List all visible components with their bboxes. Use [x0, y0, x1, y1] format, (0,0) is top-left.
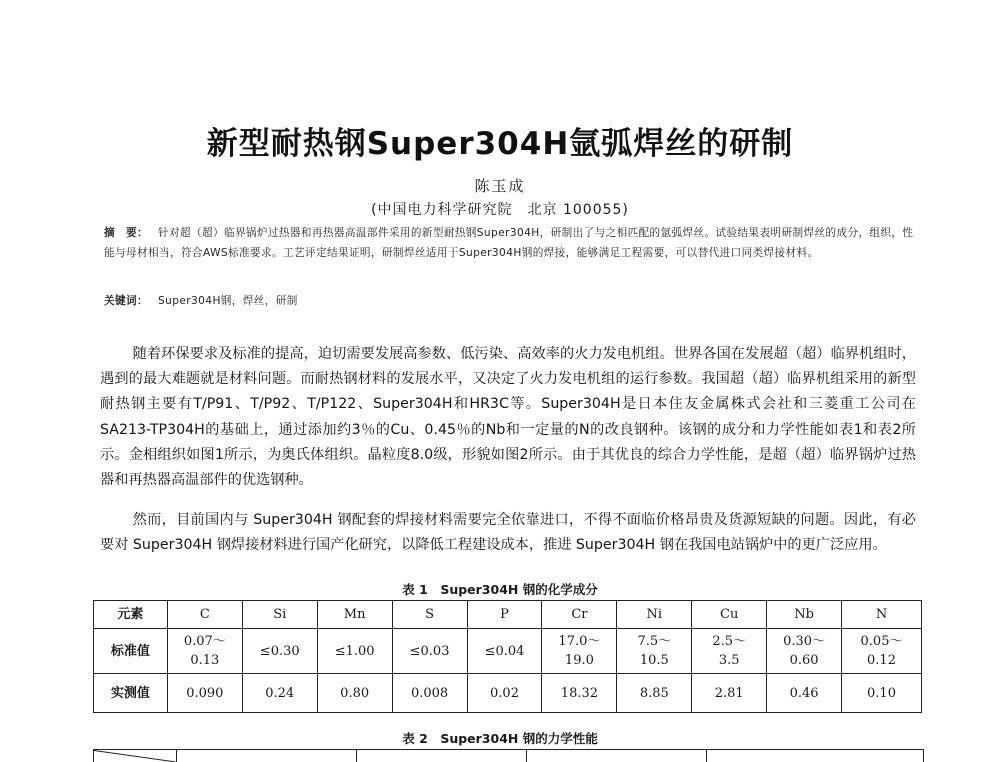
table1-caption: 表 1 Super304H 钢的化学成分	[402, 582, 598, 597]
table-diagonal-line	[94, 750, 175, 762]
cell-line: 7.5～	[637, 634, 672, 649]
header-cell: S	[392, 601, 467, 629]
cell-line: 2.5～	[712, 634, 747, 649]
table-cell: 18.32	[542, 674, 617, 713]
header-cell: 元素	[94, 601, 168, 629]
cell-line: 17.0～	[558, 634, 601, 649]
cell-line: 0.07～	[183, 634, 226, 649]
abstract-label: 摘 要：	[104, 227, 148, 239]
table-cell	[542, 629, 617, 674]
author-affiliation: (中国电力科学研究院 北京 100055)	[371, 202, 629, 218]
table-cell	[617, 629, 692, 674]
abstract	[104, 223, 916, 263]
table-cell	[692, 629, 767, 674]
body-paragraph-2	[100, 508, 916, 558]
table-cell: 0.80	[317, 674, 392, 713]
cell-line: 0.13	[190, 653, 220, 668]
table-cell	[167, 629, 242, 674]
body-paragraph-1	[100, 342, 916, 493]
table-cell	[842, 629, 922, 674]
table-cell: 0.008	[392, 674, 467, 713]
cell-line: 10.5	[639, 653, 669, 668]
keywords	[104, 291, 916, 311]
table-divider	[706, 750, 707, 762]
keywords-label: 关键词：	[104, 295, 148, 307]
cell-line: 3.5	[718, 653, 740, 668]
table-cell	[767, 629, 842, 674]
header-cell: N	[842, 601, 922, 629]
mechanical-properties-table-top	[93, 749, 924, 762]
header-cell: Si	[242, 601, 317, 629]
table-cell: 0.46	[767, 674, 842, 713]
table-cell: ≤0.03	[392, 629, 467, 674]
cell-line: 0.60	[789, 653, 819, 668]
chemical-composition-table	[93, 600, 922, 713]
table-cell: 8.85	[617, 674, 692, 713]
row-label: 标准值	[94, 629, 168, 674]
cell-line: 0.12	[867, 653, 896, 668]
table-row-measured	[94, 674, 922, 713]
cell-line: 19.0	[564, 653, 594, 668]
table-header-row	[94, 601, 922, 629]
table-row-standard	[94, 629, 922, 674]
table-cell: ≤0.04	[467, 629, 542, 674]
table-cell: 2.81	[692, 674, 767, 713]
row-label: 实测值	[94, 674, 168, 713]
paragraph-1-text: 随着环保要求及标准的提高，迫切需要发展高参数、低污染、高效率的火力发电机组。世界各国在发展超（超）临界机组时，遇到的最大难题就是材料问题。而耐热钢材料的发展水平，又决定了火力发电机组的运行参数。我国超（超）临界机组采用的新型耐热钢主要有T/P91、T/P92、T/P122、Super304H和HR3C等。Super304H是日本住友金属株式会社和三菱重工公司在SA213-TP304H的基础上，通过添加约3％的Cu、0.45％的Nb和一定量的N的改良钢种。该钢的成分和力学性能如表1和表2所示。金相组织如图1所示，为奥氏体组织。晶粒度8.0级，形貌如图2所示。由于其优良的综合力学性能，是超（超）临界锅炉过热器和再热器高温部件的优选钢种。	[100, 346, 916, 489]
paper-title: 新型耐热钢Super304H氩弧焊丝的研制	[206, 126, 794, 162]
author-name: 陈玉成	[474, 177, 526, 195]
table2-caption: 表 2 Super304H 钢的力学性能	[402, 731, 598, 746]
table-cell: 0.090	[167, 674, 242, 713]
table-divider	[356, 750, 357, 762]
abstract-text: 针对超（超）临界锅炉过热器和再热器高温部件采用的新型耐热钢Super304H，研制出了与之相匹配的氩弧焊丝。试验结果表明研制焊丝的成分，组织，性能与母材相当，符合AWS标准要求。工艺评定结果证明，研制焊丝适用于Super304H钢的焊接，能够满足工程需要，可以替代进口同类焊接材料。	[104, 227, 914, 259]
table-cell: 0.24	[242, 674, 317, 713]
table-divider	[176, 750, 177, 762]
keywords-text: Super304H钢，焊丝，研制	[157, 295, 298, 307]
table-cell: 0.02	[467, 674, 542, 713]
header-cell: Ni	[617, 601, 692, 629]
table-cell: ≤1.00	[317, 629, 392, 674]
header-cell: C	[167, 601, 242, 629]
paragraph-2-text: 然而，目前国内与 Super304H 钢配套的焊接材料需要完全依靠进口，不得不面临价格昂贵及货源短缺的问题。因此，有必要对 Super304H 钢焊接材料进行国产化研究，以降低工程建设成本，推进 Super304H 钢在我国电站锅炉中的更广泛应用。	[100, 512, 916, 554]
header-cell: Cr	[542, 601, 617, 629]
header-cell: P	[467, 601, 542, 629]
table-cell: 0.10	[842, 674, 922, 713]
cell-line: 0.30～	[783, 634, 826, 649]
cell-line: 0.05～	[860, 634, 903, 649]
table-divider	[526, 750, 527, 762]
table-cell: ≤0.30	[242, 629, 317, 674]
header-cell: Mn	[317, 601, 392, 629]
header-cell: Nb	[767, 601, 842, 629]
header-cell: Cu	[692, 601, 767, 629]
